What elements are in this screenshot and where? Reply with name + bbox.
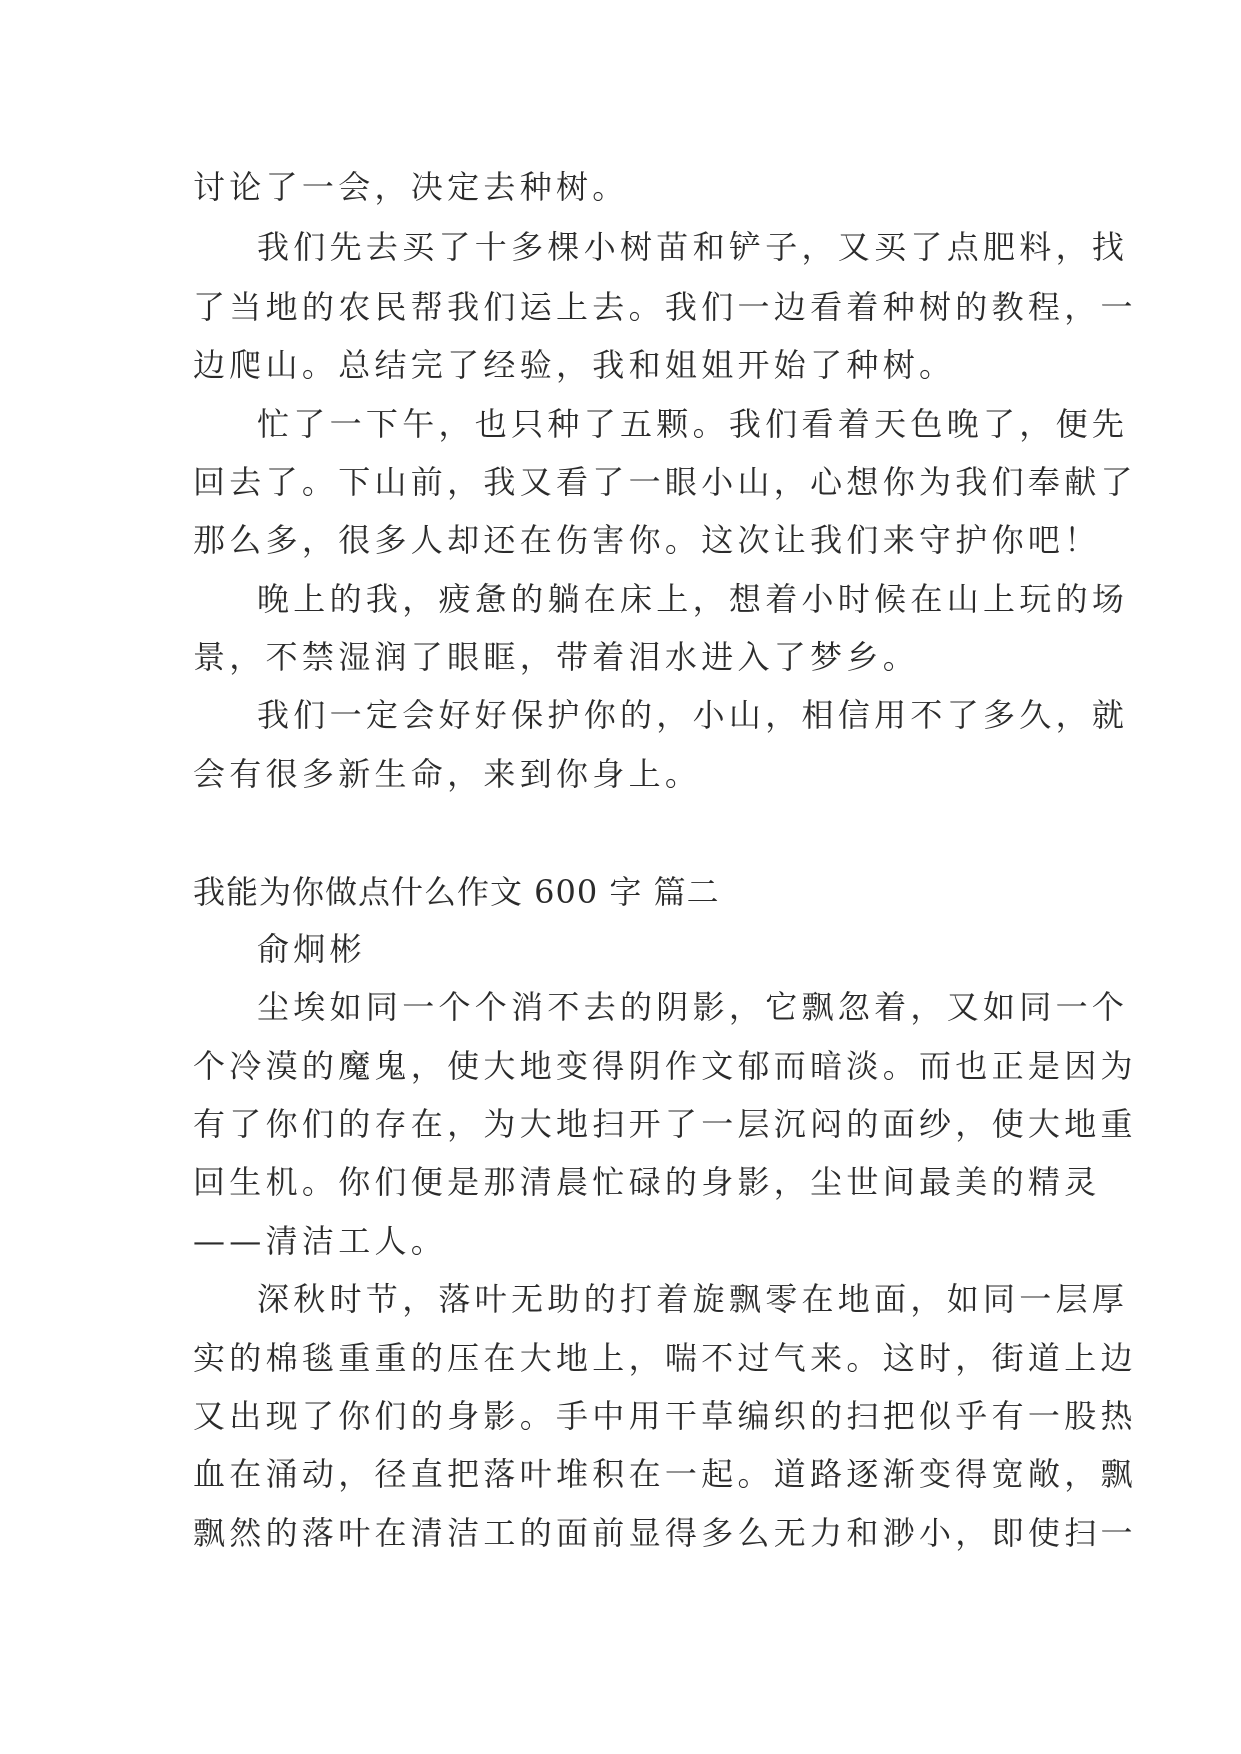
paragraph-line: 了当地的农民帮我们运上去。我们一边看着种树的教程，一 <box>193 288 1137 326</box>
paragraph-line: 景，不禁湿润了眼眶，带着泪水进入了梦乡。 <box>193 638 920 676</box>
paragraph-line: 回生机。你们便是那清晨忙碌的身影，尘世间最美的精灵 <box>193 1163 1101 1201</box>
paragraph-line: 忙了一下午，也只种了五颗。我们看着天色晚了，便先 <box>257 405 1129 443</box>
paragraph-line: ——清洁工人。 <box>193 1222 448 1260</box>
paragraph-line: 那么多，很多人却还在伤害你。这次让我们来守护你吧！ <box>193 521 1101 559</box>
paragraph-line: 回去了。下山前，我又看了一眼小山，心想你为我们奉献了 <box>193 463 1137 501</box>
section-heading: 我能为你做点什么作文 600 字 篇二 <box>193 873 720 911</box>
paragraph-line: 深秋时节，落叶无助的打着旋飘零在地面，如同一层厚 <box>257 1280 1129 1318</box>
author-name: 俞炯彬 <box>257 930 366 968</box>
paragraph-line: 边爬山。总结完了经验，我和姐姐开始了种树。 <box>193 346 956 384</box>
paragraph-line: 晚上的我，疲惫的躺在床上，想着小时候在山上玩的场 <box>257 580 1129 618</box>
paragraph-line: 有了你们的存在，为大地扫开了一层沉闷的面纱，使大地重 <box>193 1105 1137 1143</box>
paragraph-line: 会有很多新生命，来到你身上。 <box>193 755 702 793</box>
paragraph-line: 又出现了你们的身影。手中用干草编织的扫把似乎有一股热 <box>193 1397 1137 1435</box>
paragraph-line: 讨论了一会，决定去种树。 <box>193 168 629 206</box>
paragraph-line: 我们一定会好好保护你的，小山，相信用不了多久，就 <box>257 696 1129 734</box>
paragraph-line: 个冷漠的魔鬼，使大地变得阴作文郁而暗淡。而也正是因为 <box>193 1047 1137 1085</box>
paragraph-line: 血在涌动，径直把落叶堆积在一起。道路逐渐变得宽敞，飘 <box>193 1455 1137 1493</box>
paragraph-line: 我们先去买了十多棵小树苗和铲子，又买了点肥料，找 <box>257 228 1129 266</box>
paragraph-line: 飘然的落叶在清洁工的面前显得多么无力和渺小，即使扫一 <box>193 1514 1137 1552</box>
paragraph-line: 尘埃如同一个个消不去的阴影，它飘忽着，又如同一个 <box>257 988 1129 1026</box>
paragraph-line: 实的棉毯重重的压在大地上，喘不过气来。这时，街道上边 <box>193 1339 1137 1377</box>
